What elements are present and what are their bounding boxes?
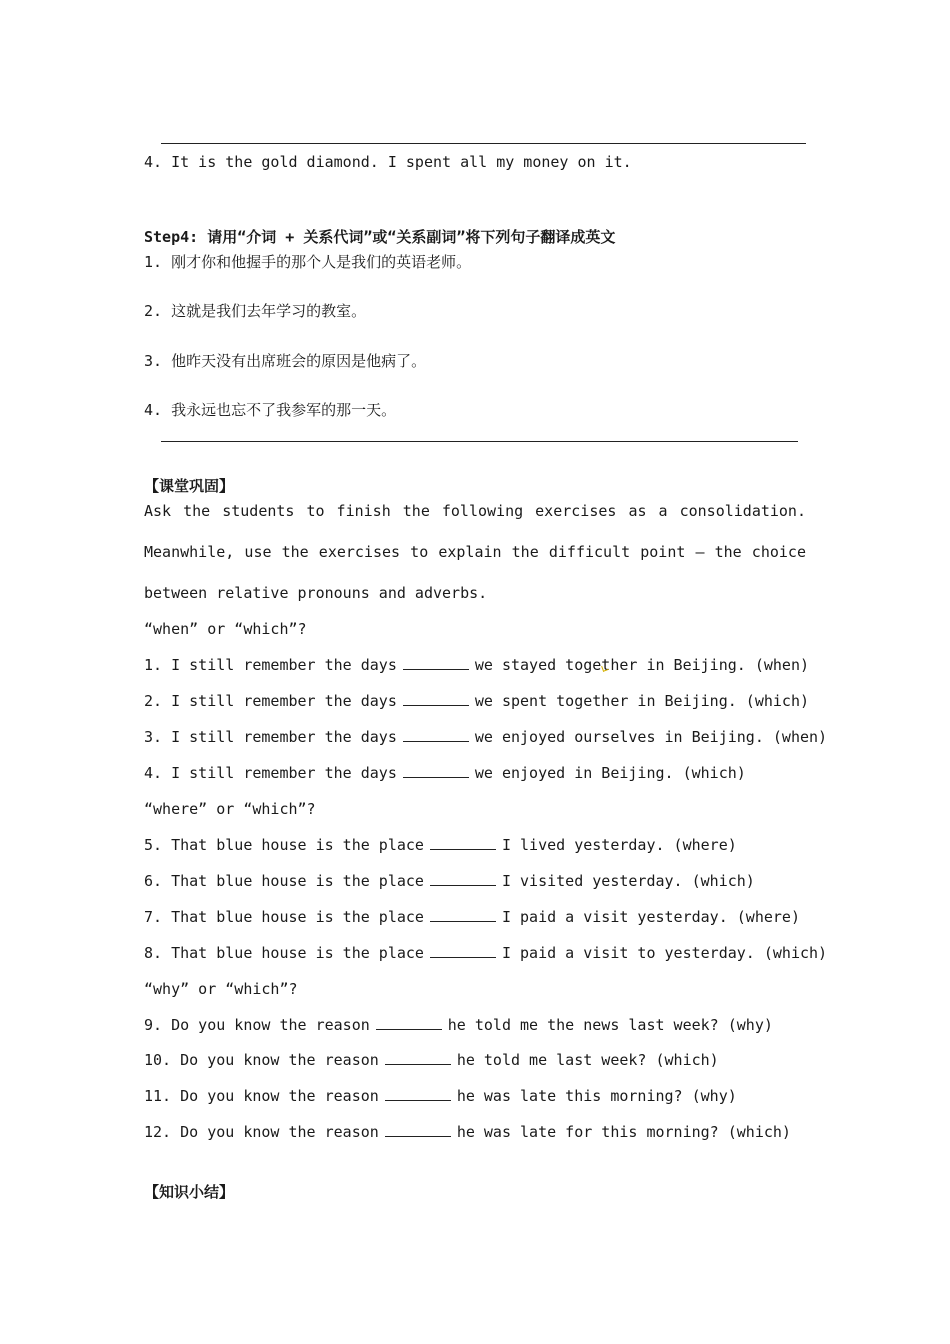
exercise-tail: we stayed together in Beijing. (when): [474, 656, 810, 674]
group-label-when-which: “when” or “which”?: [144, 620, 307, 638]
exercise-tail: I paid a visit yesterday. (where): [501, 908, 800, 926]
group-label-why-which: “why” or “which”?: [144, 980, 298, 998]
exercise-stem: 9. Do you know the reason: [144, 1016, 370, 1034]
exercise-tail: he was late this morning? (why): [456, 1087, 737, 1105]
answer-line: [161, 441, 798, 442]
answer-line: [161, 143, 806, 144]
exercise-item: [144, 871, 755, 891]
summary-heading: 【知识小结】: [144, 1183, 235, 1201]
exercise-tail: he told me the news last week? (why): [447, 1016, 773, 1034]
exercise-stem: 3. I still remember the days: [144, 728, 397, 746]
step4-item-1: 1. 刚才你和他握手的那个人是我们的英语老师。: [144, 253, 472, 271]
answer-blank[interactable]: [403, 691, 469, 706]
consolidation-intro-line-2: Meanwhile, use the exercises to explain the difficult point — the choice: [144, 543, 806, 561]
answer-blank[interactable]: [430, 871, 496, 886]
exercise-item: [144, 835, 737, 855]
exercise-tail: I visited yesterday. (which): [501, 872, 755, 890]
consolidation-intro-line-3: between relative pronouns and adverbs.: [144, 584, 488, 602]
consolidation-heading: 【课堂巩固】: [144, 477, 235, 495]
exercise-tail: he told me last week? (which): [456, 1051, 719, 1069]
exercise-item: [144, 691, 809, 711]
exercise-stem: 4. I still remember the days: [144, 764, 397, 782]
exercise-item: [144, 907, 800, 927]
exercise-item: [144, 943, 827, 963]
exercise-item: [144, 1015, 773, 1035]
exercise-stem: 10. Do you know the reason: [144, 1051, 379, 1069]
answer-blank[interactable]: [385, 1122, 451, 1137]
exercise-stem: 6. That blue house is the place: [144, 872, 424, 890]
exercise-item: [144, 655, 809, 675]
answer-blank[interactable]: [430, 907, 496, 922]
exercise-stem: 8. That blue house is the place: [144, 944, 424, 962]
exercise-item: [144, 1122, 791, 1142]
exercise-tail: he was late for this morning? (which): [456, 1123, 791, 1141]
consolidation-intro-line-1: Ask the students to finish the following exercises as a consolidation.: [144, 502, 806, 520]
answer-blank[interactable]: [385, 1050, 451, 1065]
answer-blank[interactable]: [430, 835, 496, 850]
exercise-stem: 5. That blue house is the place: [144, 836, 424, 854]
answer-blank[interactable]: [403, 763, 469, 778]
top-item: 4. It is the gold diamond. I spent all my money on it.: [144, 153, 632, 171]
exercise-tail: we spent together in Beijing. (which): [474, 692, 810, 710]
exercise-stem: 1. I still remember the days: [144, 656, 397, 674]
exercise-item: [144, 1050, 719, 1070]
group-label-where-which: “where” or “which”?: [144, 800, 316, 818]
exercise-tail: I paid a visit to yesterday. (which): [501, 944, 828, 962]
answer-blank[interactable]: [376, 1015, 442, 1030]
step4-item-3: 3. 他昨天没有出席班会的原因是他病了。: [144, 352, 427, 370]
exercise-tail: we enjoyed in Beijing. (which): [474, 764, 746, 782]
exercise-item: [144, 1086, 737, 1106]
step4-item-4: 4. 我永远也忘不了我参军的那一天。: [144, 401, 397, 419]
exercise-stem: 12. Do you know the reason: [144, 1123, 379, 1141]
answer-blank[interactable]: [403, 655, 469, 670]
step4-heading: Step4: 请用“介词 + 关系代词”或“关系副词”将下列句子翻译成英文: [144, 228, 616, 246]
exercise-item: [144, 727, 827, 747]
answer-blank[interactable]: [385, 1086, 451, 1101]
answer-blank[interactable]: [403, 727, 469, 742]
exercise-stem: 11. Do you know the reason: [144, 1087, 379, 1105]
exercise-stem: 2. I still remember the days: [144, 692, 397, 710]
exercise-item: [144, 763, 746, 783]
exercise-tail: I lived yesterday. (where): [501, 836, 737, 854]
answer-blank[interactable]: [430, 943, 496, 958]
exercise-stem: 7. That blue house is the place: [144, 908, 424, 926]
step4-item-2: 2. 这就是我们去年学习的教室。: [144, 302, 367, 320]
exercise-tail: we enjoyed ourselves in Beijing. (when): [474, 728, 828, 746]
